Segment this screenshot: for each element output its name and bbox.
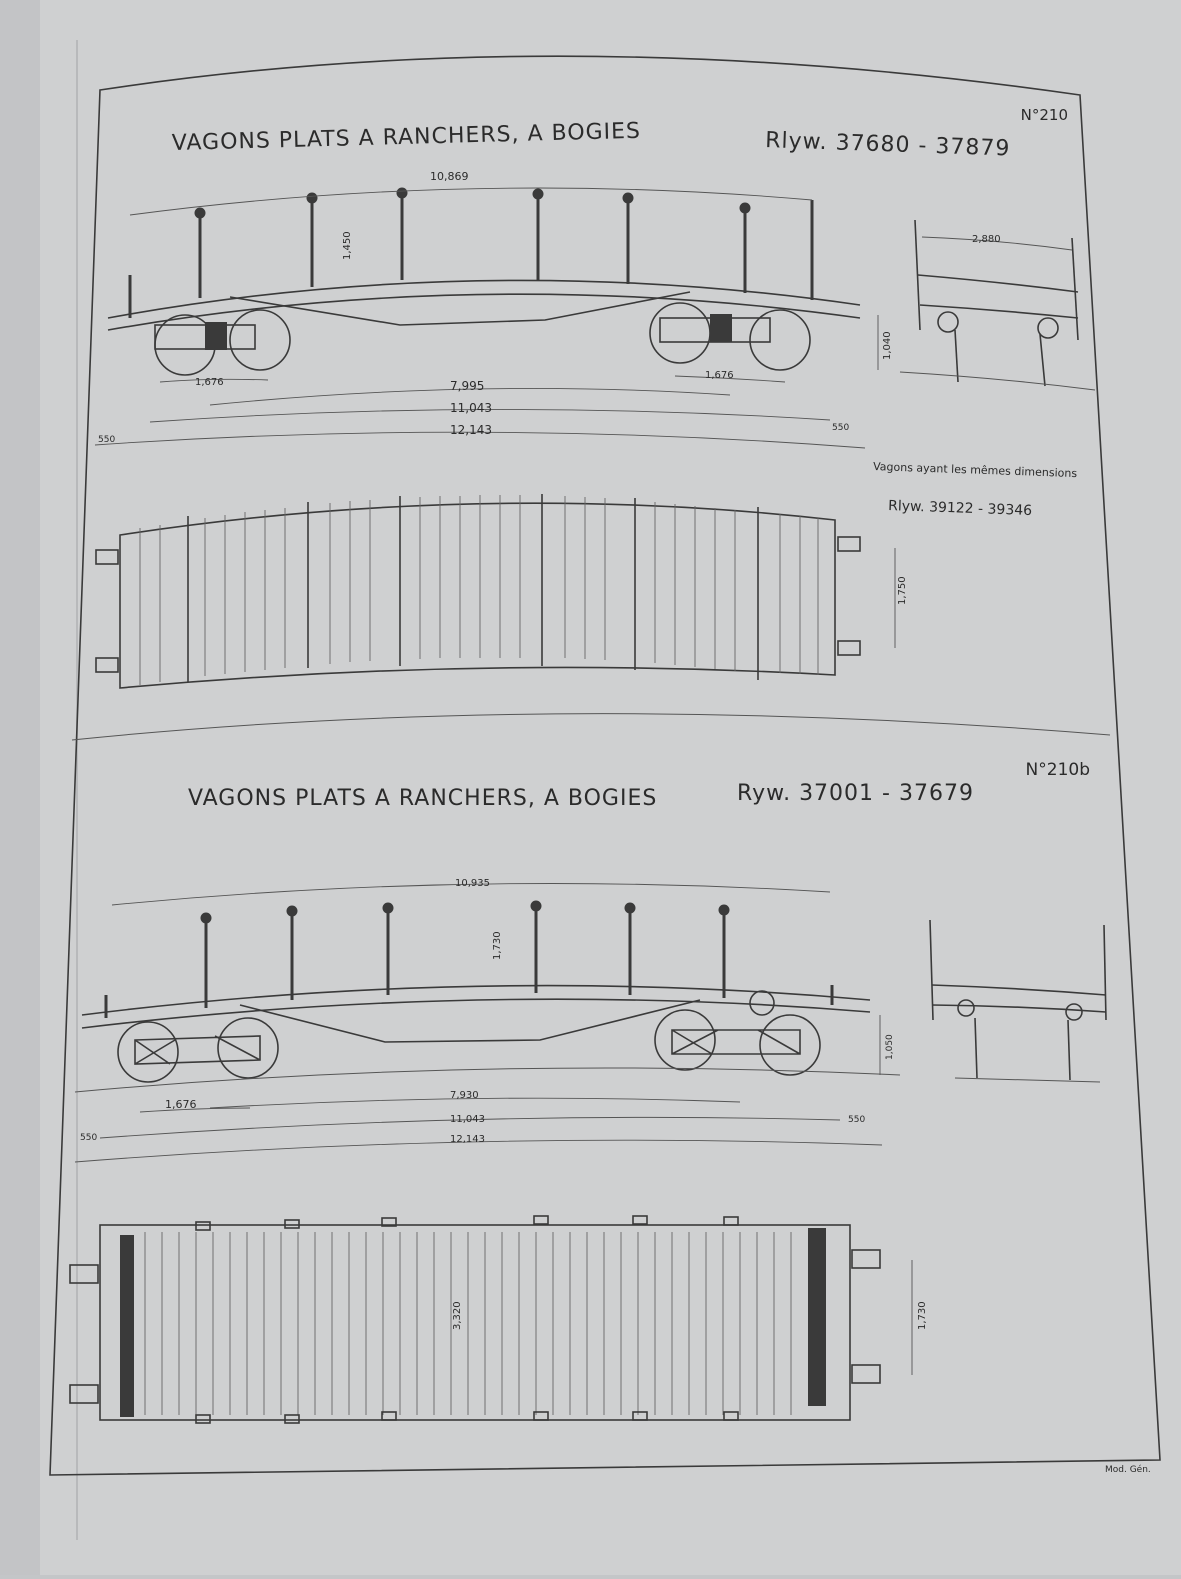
bottom-dim-buffer-right: 550 — [848, 1115, 866, 1125]
top-note-line1: Vagons ayant les mêmes dimensions — [872, 460, 1078, 481]
bottom-dim-buffer-height: 1,050 — [885, 1034, 895, 1060]
top-dim-buffer-left: 550 — [98, 435, 116, 445]
top-dim-wheelbase-right: 1,676 — [705, 370, 734, 381]
printer-imprint: Mod. Gén. — [1105, 1465, 1151, 1475]
top-dim-headstocks: 11,043 — [450, 401, 492, 415]
top-dim-end-width: 2,880 — [972, 234, 1001, 245]
top-plate-number: N°210 — [1020, 106, 1068, 124]
bottom-dim-plan-length: 3,320 — [452, 1301, 463, 1330]
bottom-dim-wheelbase: 1,676 — [165, 1098, 197, 1111]
top-dim-overall-body: 10,869 — [430, 170, 469, 183]
bottom-dim-buffer-left: 550 — [80, 1133, 98, 1143]
top-dim-over-buffers: 12,143 — [450, 423, 492, 437]
top-plate-series: Rlyw. 37680 - 37879 — [764, 128, 1011, 162]
bottom-plate-series: Ryw. 37001 - 37679 — [737, 781, 974, 806]
bottom-dim-stanchion-height: 1,730 — [492, 931, 503, 960]
top-dim-buffer-height: 1,040 — [882, 331, 893, 360]
bottom-dim-bogie-centres: 7,930 — [450, 1090, 479, 1101]
top-note-line2: Rlyw. 39122 - 39346 — [887, 498, 1033, 520]
top-dim-wheelbase-left: 1,676 — [195, 377, 224, 388]
bottom-plate-title: VAGONS PLATS A RANCHERS, A BOGIES — [188, 786, 658, 811]
bottom-dim-headstocks: 11,043 — [450, 1114, 485, 1125]
top-dim-stanchion-height: 1,450 — [342, 231, 353, 260]
bottom-dim-plan-width: 1,730 — [917, 1301, 928, 1330]
bottom-plate-number: N°210b — [1025, 760, 1090, 780]
top-dim-buffer-right: 550 — [832, 423, 850, 433]
bottom-dim-over-buffers: 12,143 — [450, 1134, 485, 1145]
top-dim-bogie-centres: 7,995 — [450, 379, 485, 393]
top-dim-plan-width: 1,750 — [897, 576, 908, 605]
top-plate-title: VAGONS PLATS A RANCHERS, A BOGIES — [171, 118, 642, 156]
bottom-dim-overall-body: 10,935 — [455, 878, 490, 889]
